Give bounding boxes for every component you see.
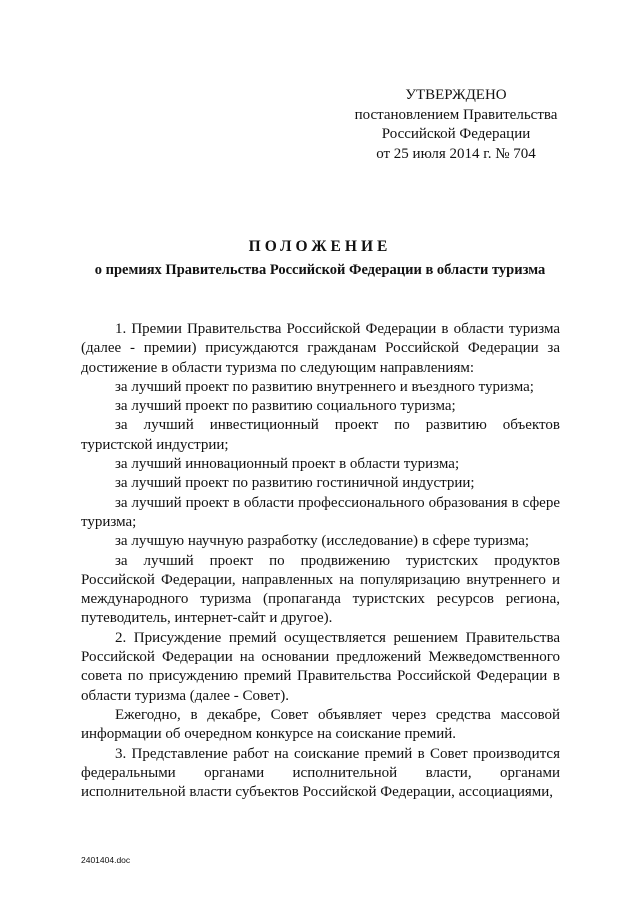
- paragraph: за лучшую научную разработку (исследование) в сфере туризма;: [115, 533, 530, 550]
- approval-line: постановлением Правительства: [354, 106, 558, 123]
- approval-heading: УТВЕРЖДЕНО: [405, 87, 507, 103]
- file-name-footer: 2401404.doc: [81, 855, 131, 865]
- paragraph: за лучший проект по развитию социального туризма;: [115, 398, 456, 415]
- approval-date-number: от 25 июля 2014 г. № 704: [376, 145, 536, 162]
- paragraph: за лучший проект по развитию внутреннего и въездного туризма;: [115, 378, 534, 395]
- paragraph: Ежегодно, в декабре, Совет объявляет через средства массовой информации об очередном конкурсе на соискание премий.: [81, 706, 560, 743]
- document-subtitle: о премиях Правительства Российской Федерации в области туризма: [94, 262, 546, 278]
- paragraph: за лучший проект в области профессионального образования в сфере туризма;: [81, 494, 560, 530]
- paragraph: за лучший проект по развитию гостиничной индустрии;: [115, 475, 475, 492]
- approval-stamp: [340, 86, 572, 164]
- paragraph: за лучший инвестиционный проект по развитию объектов туристской индустрии;: [81, 417, 560, 453]
- paragraph: за лучший проект по продвижению туристских продуктов Российской Федерации, направленных на популяризацию внутреннего и международного туризма (пропаганда туристских ресурсов региона, путеводитель, интернет-сайт и другое).: [81, 552, 560, 627]
- paragraph: 1. Премии Правительства Российской Федерации в области туризма (далее - премии) присуждаются гражданам Российской Федерации за достижение в области туризма по следующим направлениям:: [81, 321, 560, 376]
- document-title: ПОЛОЖЕНИЕ: [248, 238, 392, 255]
- document-body: [81, 320, 560, 802]
- paragraph: 2. Присуждение премий осуществляется решением Правительства Российской Федерации на основании предложений Межведомственного совета по присуждению премий Правительства Российской Федерации в области туризма (далее - Совет).: [81, 629, 560, 704]
- paragraph: за лучший инновационный проект в области туризма;: [115, 456, 460, 473]
- approval-line: Российской Федерации: [381, 126, 531, 142]
- paragraph: 3. Представление работ на соискание премий в Совет производится федеральными органами исполнительной власти, органами исполнительной власти субъектов Российской Федерации, ассоциациями,: [81, 745, 560, 801]
